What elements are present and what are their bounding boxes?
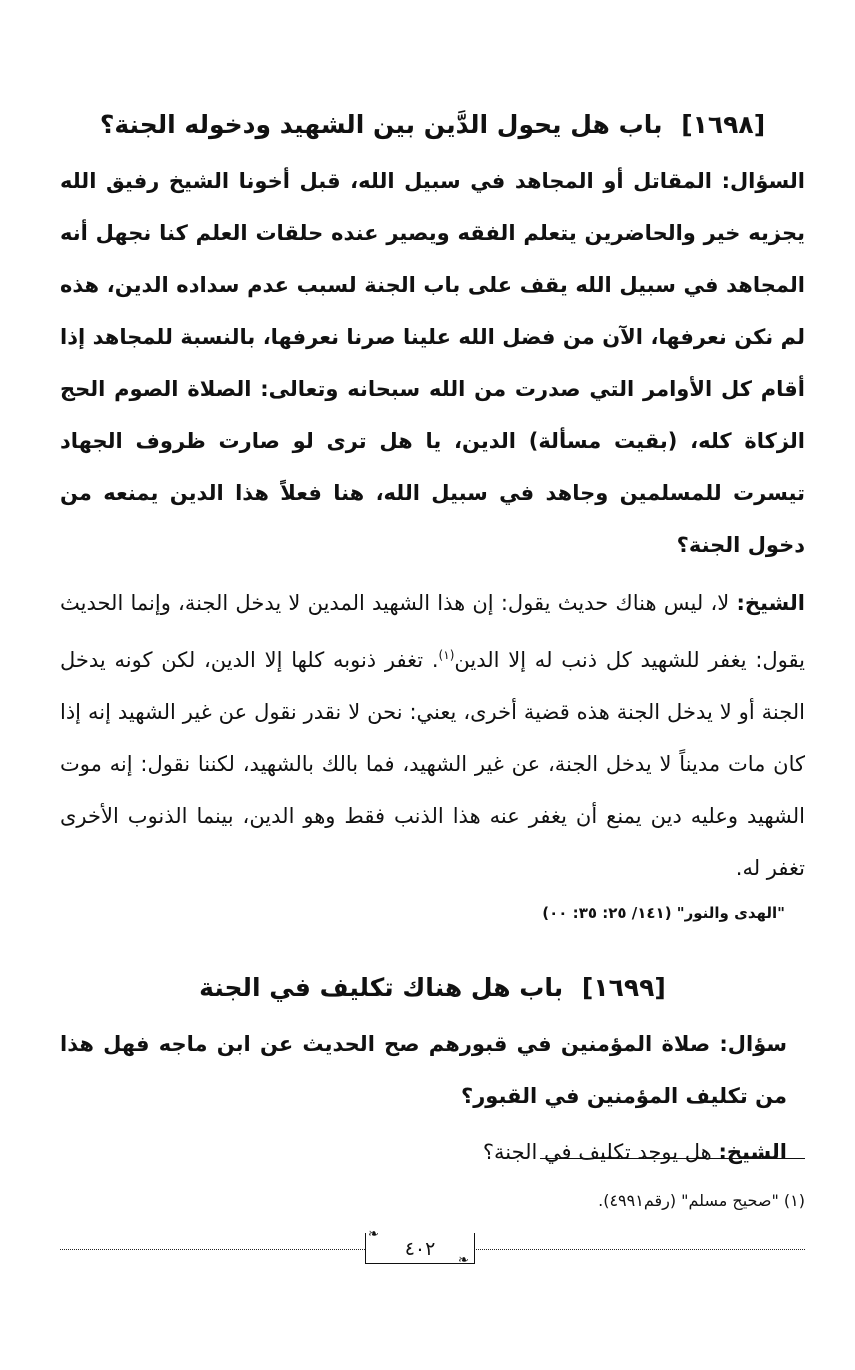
page-body [60, 100, 805, 1178]
answer-speaker: الشيخ: [736, 591, 805, 615]
question-text: المقاتل أو المجاهد في سبيل الله، قبل أخونا الشيخ رفيق الله يجزيه خير والحاضرين يتعلم الفقه ويصير عنده حلقات العلم كنا نجهل أنه المجاهد في سبيل الله يقف على باب الجنة لسبب عدم سداده الدين، هذه لم نكن نعرفها، الآن من فضل الله علينا صرنا نعرفها، بالنسبة للمجاهد إذا أقام كل الأوامر التي صدرت من الله سبحانه وتعالى: الصلاة الصوم الحج الزكاة كله، (بقيت مسألة) الدين، يا هل ترى لو صارت ظروف الجهاد تيسرت للمسلمين وجاهد في سبيل الله، هنا فعلاً هذا الدين يمنعه من دخول الجنة؟ [60, 169, 805, 557]
question-paragraph [60, 155, 805, 571]
answer-paragraph [60, 577, 805, 894]
footnote: (١) "صحيح مسلم" (رقم٤٩٩١). [598, 1191, 805, 1210]
section-heading-1698 [60, 105, 805, 145]
section-heading-1699 [60, 968, 805, 1008]
ornament-icon: ❧ [458, 1253, 469, 1268]
question-speaker: السؤال: [721, 169, 805, 193]
section-title: باب هل يحول الدَّين بين الشهيد ودخوله الجنة؟ [99, 110, 663, 139]
question-paragraph [60, 1018, 805, 1122]
ornament-icon: ❧ [368, 1227, 379, 1242]
answer-paragraph [60, 1126, 805, 1178]
question-speaker: سؤال: [719, 1032, 788, 1056]
footnote-reference: (١) [438, 648, 455, 662]
answer-speaker: الشيخ: [718, 1140, 787, 1164]
source-citation: "الهدى والنور" (١٤١/ ٢٥: ٣٥: ٠٠) [542, 904, 785, 922]
section-number: [١٦٩٨] [681, 110, 766, 139]
answer-text-b: . تغفر ذنوبه كلها إلا الدين، لكن كونه يدخل الجنة أو لا يدخل الجنة هذه قضية أخرى، يعني: نحن لا نقدر نقول عن غير الشهيد إنه إذا كان مات مديناً لا يدخل الجنة، عن غير الشهيد، فما بالك بالشهيد، لكننا نقول: إنه موت الشهيد وعليه دين يمنع أن يغفر عنه هذا الذنب فقط وهو الدين، بينما الذنوب الأخرى تغفر له. [60, 648, 805, 880]
section-number: [١٦٩٩] [581, 973, 666, 1002]
page-number: ٤٠٢ [365, 1233, 475, 1264]
answer-text-a: لا، ليس هناك حديث يقول: إن هذا الشهيد المدين لا يدخل الجنة، وإنما الحديث يقول: يغفر للشهيد كل ذنب له إلا الدين [60, 591, 805, 672]
answer-text: هل يوجد تكليف في الجنة؟ [482, 1140, 712, 1164]
footnote-divider [540, 1158, 805, 1159]
section-title: باب هل هناك تكليف في الجنة [199, 973, 564, 1002]
question-text: صلاة المؤمنين في قبورهم صح الحديث عن ابن ماجه فهل هذا من تكليف المؤمنين في القبور؟ [60, 1032, 787, 1108]
